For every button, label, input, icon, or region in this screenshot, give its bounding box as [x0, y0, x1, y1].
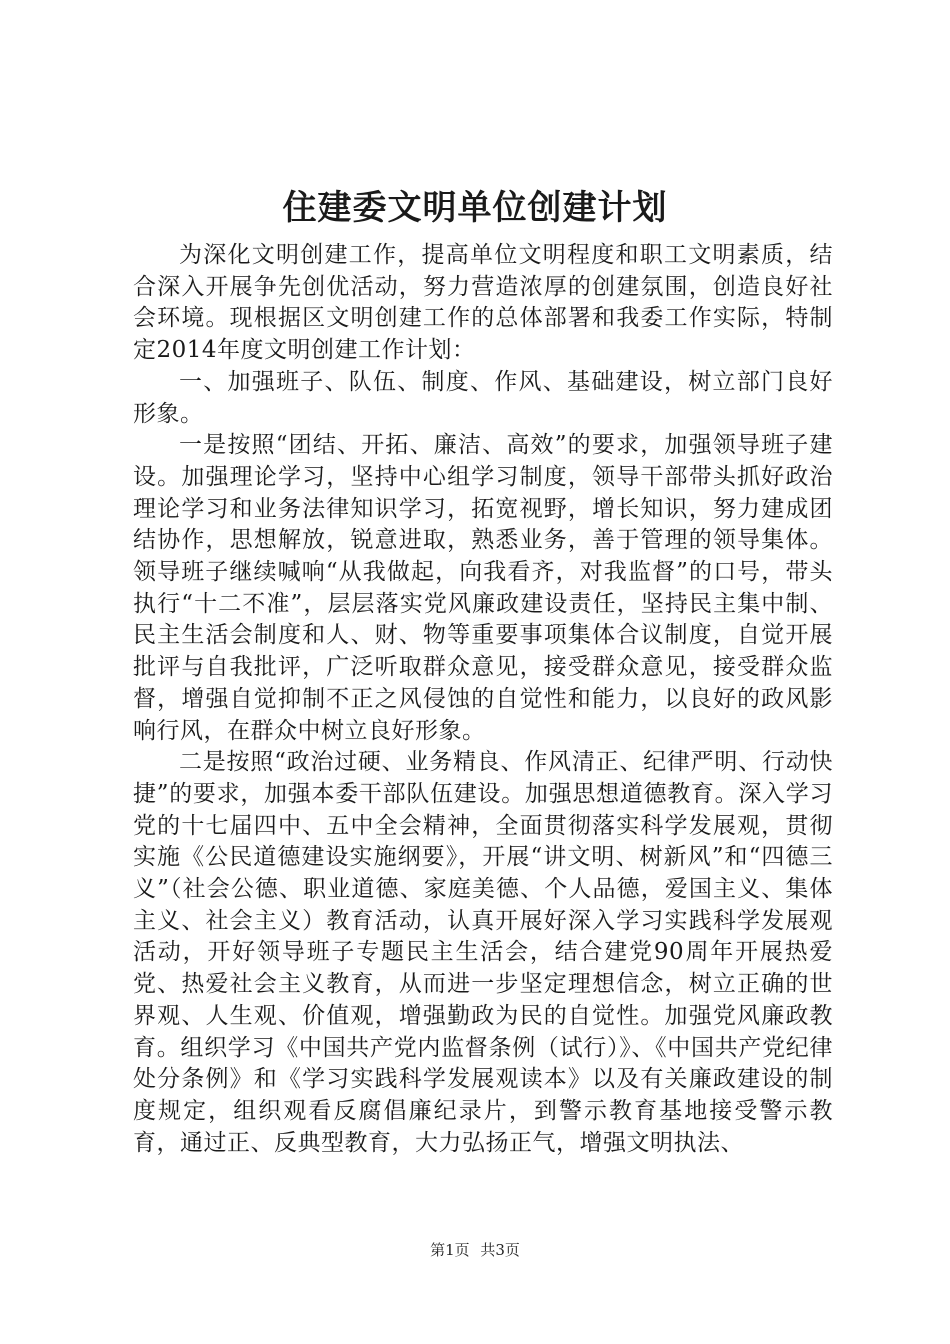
- paragraph-team-building: 二是按照“政治过硬、业务精良、作风清正、纪律严明、行动快捷”的要求，加强本委干部队伍建设。加强思想道德教育。深入学习党的十七届四中、五中全会精神，全面贯彻落实科学发展观，贯彻实施《公民道德建设实施纲要》，开展“讲文明、树新风”和“四德三义”（社会公德、职业道德、家庭美德、个人品德，爱国主义、集体主义、社会主义）教育活动，认真开展好深入学习实践科学发展观活动，开好领导班子专题民主生活会，结合建党90周年开展热爱党、热爱社会主义教育，从而进一步坚定理想信念，树立正确的世界观、人生观、价值观，增强勤政为民的自觉性。加强党风廉政教育。组织学习《中国共产党内监督条例（试行）》、《中国共产党纪律处分条例》和《学习实践科学发展观读本》以及有关廉政建设的制度规定，组织观看反腐倡廉纪录片，到警示教育基地接受警示教育，通过正、反典型教育，大力弘扬正气，增强文明执法、: [133, 749, 833, 1156]
- page-footer: [0, 1240, 950, 1260]
- page-total: 共3页: [480, 1241, 520, 1259]
- page-number: 第1页: [430, 1241, 470, 1259]
- document-title: 住建委文明单位创建计划: [282, 188, 668, 228]
- document-body: [133, 240, 833, 1159]
- paragraph-section-heading: 一、加强班子、队伍、制度、作风、基础建设，树立部门良好形象。: [133, 368, 833, 427]
- paragraph-leadership: 一是按照“团结、开拓、廉洁、高效”的要求，加强领导班子建设。加强理论学习，坚持中心组学习制度，领导干部带头抓好政治理论学习和业务法律知识学习，拓宽视野，增长知识，努力建成团结协作，思想解放，锐意进取，熟悉业务，善于管理的领导集体。领导班子继续喊响“从我做起，向我看齐，对我监督”的口号，带头执行“十二不准”，层层落实党风廉政建设责任，坚持民主集中制、民主生活会制度和人、财、物等重要事项集体合议制度，自觉开展批评与自我批评，广泛听取群众意见，接受群众意见，接受群众监督，增强自觉抑制不正之风侵蚀的自觉性和能力，以良好的政风影响行风，在群众中树立良好形象。: [133, 432, 833, 744]
- paragraph-intro: 为深化文明创建工作，提高单位文明程度和职工文明素质，结合深入开展争先创优活动，努力营造浓厚的创建氛围，创造良好社会环境。现根据区文明创建工作的总体部署和我委工作实际，特制定2014年度文明创建工作计划：: [133, 242, 833, 364]
